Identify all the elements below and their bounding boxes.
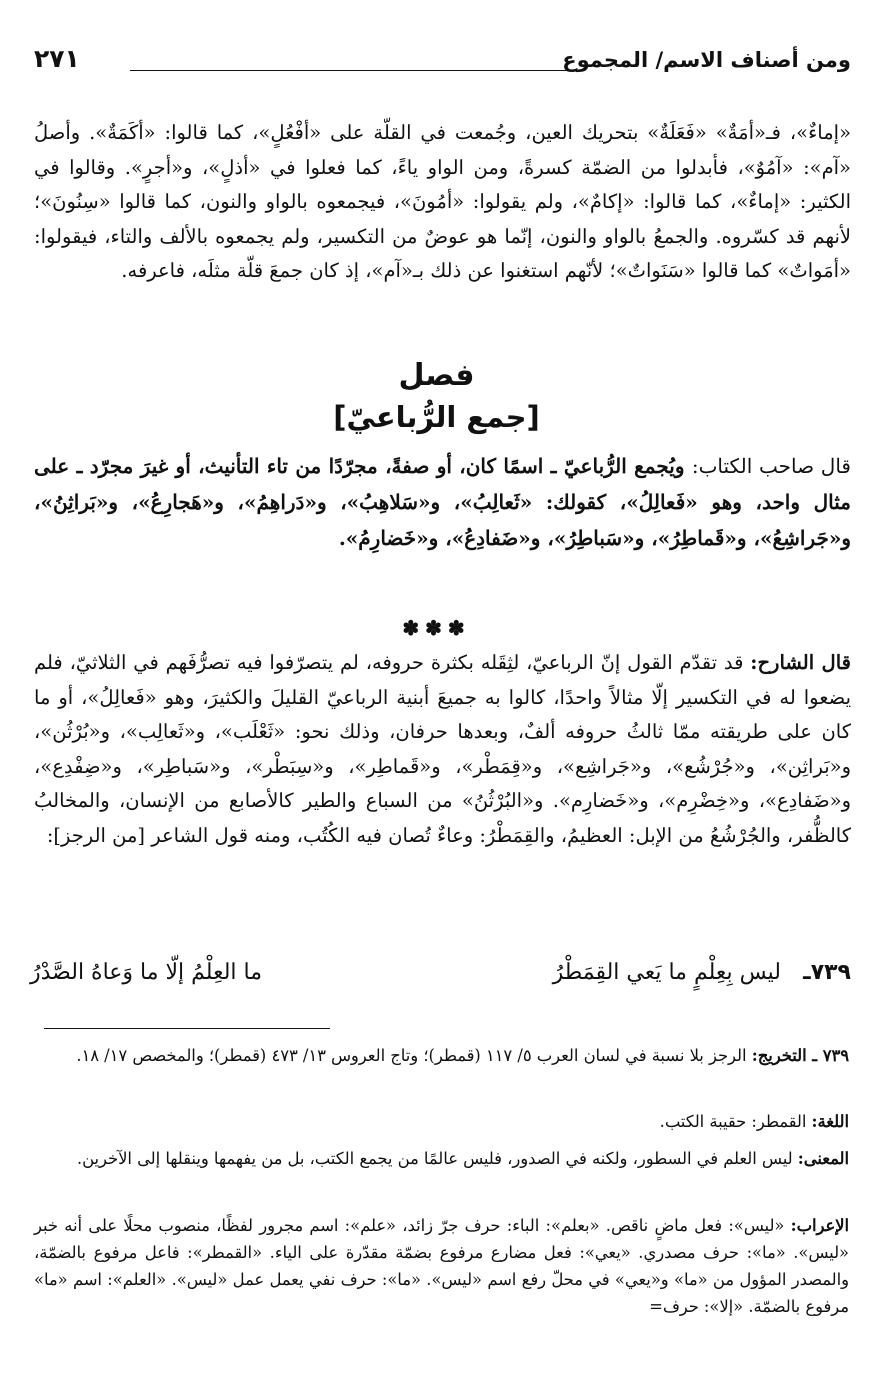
section-title: فصل (398, 358, 475, 393)
mana-label: المعنى: (797, 1149, 849, 1168)
takhrij-text: الرجز بلا نسبة في لسان العرب ٥/ ١١٧ (قمطر)؛ وتاج العروس ١٣/ ٤٧٣ (قمطر)؛ والمخصص ١٧/ ١٨. (76, 1046, 752, 1065)
takhrij-label: ٧٣٩ ـ التخريج: (751, 1046, 849, 1065)
footnote-lugha (34, 1108, 849, 1135)
footnote-rule (44, 1028, 330, 1029)
commentary-text: قد تقدّم القول إنّ الرباعيّ، لثِقَله بكثرة حروفه، لم يتصرّفوا فيه تصرُّفَهم في الثلاثيّ، فلم يضعوا له في التكسير إلّا مثالاً واحدًا، كالوا به جميعَ أبنية الرباعيّ القليلَ والكثيرَ، وهو «فَعالِلُ»، أو ما كان على طريقته ممّا ثالثُ حروفه ألفٌ، وبعدها حرفان، وذلك نحو: «ثَعْلَب»، و«ثَعالِب»، و«بُرْثُن»، و«بَراثِن»، و«جُرْشُع»، و«جَراشِع»، و«قِمَطْر»، و«قَماطِر»، و«سِبَطْر»، و«سَباطِر»، و«ضِفْدِع»، و«ضَفادِع»، و«خِضْرِم»، و«خَضارِم». و«البُرْثُنُ» من السباع والطير كالأصابع من الإنسان، والمخالبُ كالظُّفر، والجُرْشُعُ من الإبل: العظيمُ، والقِمَطْرُ: وعاءٌ تُصان فيه الكُتُب، ومنه قول الشاعر [من الرجز]: (34, 651, 851, 847)
page-number: ٢٧١ (34, 44, 80, 73)
intro-paragraph: «إماءٌ»، فـ«أمَةٌ» «فَعَلَةٌ» بتحريك العين، وجُمعت في القلّة على «أفْعُلٍ»، كما قالوا: «أكَمَةٌ». وأصلُ «آم»: «آمُوٌ»، فأبدلوا من الضمّة كسرةً، ومن الواو ياءً، كما فعلوا في «أذلٍ»، و«أجرٍ». وقالوا في الكثير: «إماءٌ»، كما قالوا: «إكامٌ»، ولم يقولوا: «أمُونَ»، فيجمعوه بالواو والنون، كما قالوا «سِنُونَ»؛ لأنهم قد كسّروه. والجمعُ بالواو والنون، إنّما هو عوضٌ من التكسير، ولم يجمعوه بالألف والتاء، فيقولوا: «أمَواتٌ» كما قالوا «سَنَواتٌ»؛ لأنّهم استغنوا عن ذلك بـ«آم»، إذ كان جمعَ قلّة مثلَه، فاعرفه. (34, 121, 851, 282)
section-subtitle: [جمع الرُّباعيّ] (333, 400, 540, 434)
running-title: ومن أصناف الاسم/ المجموع (562, 48, 851, 72)
commentary-paragraph (34, 646, 851, 853)
header-rule (130, 70, 577, 71)
lugha-label: اللغة: (811, 1112, 849, 1131)
lugha-text: القمطر: حقيبة الكتب. (659, 1112, 812, 1131)
verse-number: ٧٣٩ـ (803, 960, 851, 985)
section-separator: ✽✽✽ (402, 616, 471, 640)
commentary-lead: قال الشارح: (750, 651, 851, 674)
statement-text: ويُجمع الرُّباعيّ ـ اسمًا كان، أو صفةً، مجرّدًا من تاء التأنيث، أو غيرَ مجرّد ـ على مثال واحد، وهو «فَعالِلُ»، كقولك: «ثَعالِبُ»، و«سَلاهِبُ»، و«دَراهِمُ»، و«هَجارِعُ»، و«بَراثِنُ»، و«جَراشِعُ»، و«قَماطِرُ»، و«سَباطِرُ»، و«ضَفادِعُ»، و«خَضارِمُ». (34, 454, 851, 550)
statement-lead: قال صاحب الكتاب: (691, 454, 851, 478)
mana-text: ليس العلم في السطور، ولكنه في الصدور، فليس عالمًا من يجمع الكتب، بل من يفهمها وينقلها إلى الآخرين. (76, 1149, 798, 1168)
author-statement (34, 448, 851, 556)
footnote-irab (34, 1212, 849, 1320)
irab-label: الإعراب: (790, 1216, 849, 1235)
irab-text: «ليس»: فعل ماضٍ ناقص. «بعلم»: الباء: حرف جرّ زائد، «علم»: اسم مجرور لفظًا، منصوب محلًا على أنه خبر «ليس». «ما»: حرف مصدري. «يعي»: فعل مضارع مرفوع بضمّة مقدّرة على الياء. «القمطر»: فاعل مرفوع بالضمّة، والمصدر المؤول من «ما» و«يعي» في محلّ رفع اسم «ليس». «ما»: حرف نفي يعمل عمل «ليس». «العلم»: اسم «ما» مرفوع بالضمّة. «إلا»: حرف= (34, 1216, 849, 1316)
poetry-verse (30, 960, 851, 1000)
footnote-takhrij (34, 1042, 849, 1069)
verse-second-hemistich: ما العِلْمُ إلّا ما وَعاهُ الصَّدْرُ (30, 960, 262, 985)
footnote-mana (34, 1145, 849, 1172)
verse-first-hemistich: ليس بِعِلْمٍ ما يَعي القِمَطْرُ (552, 960, 781, 985)
page-header (20, 44, 851, 88)
